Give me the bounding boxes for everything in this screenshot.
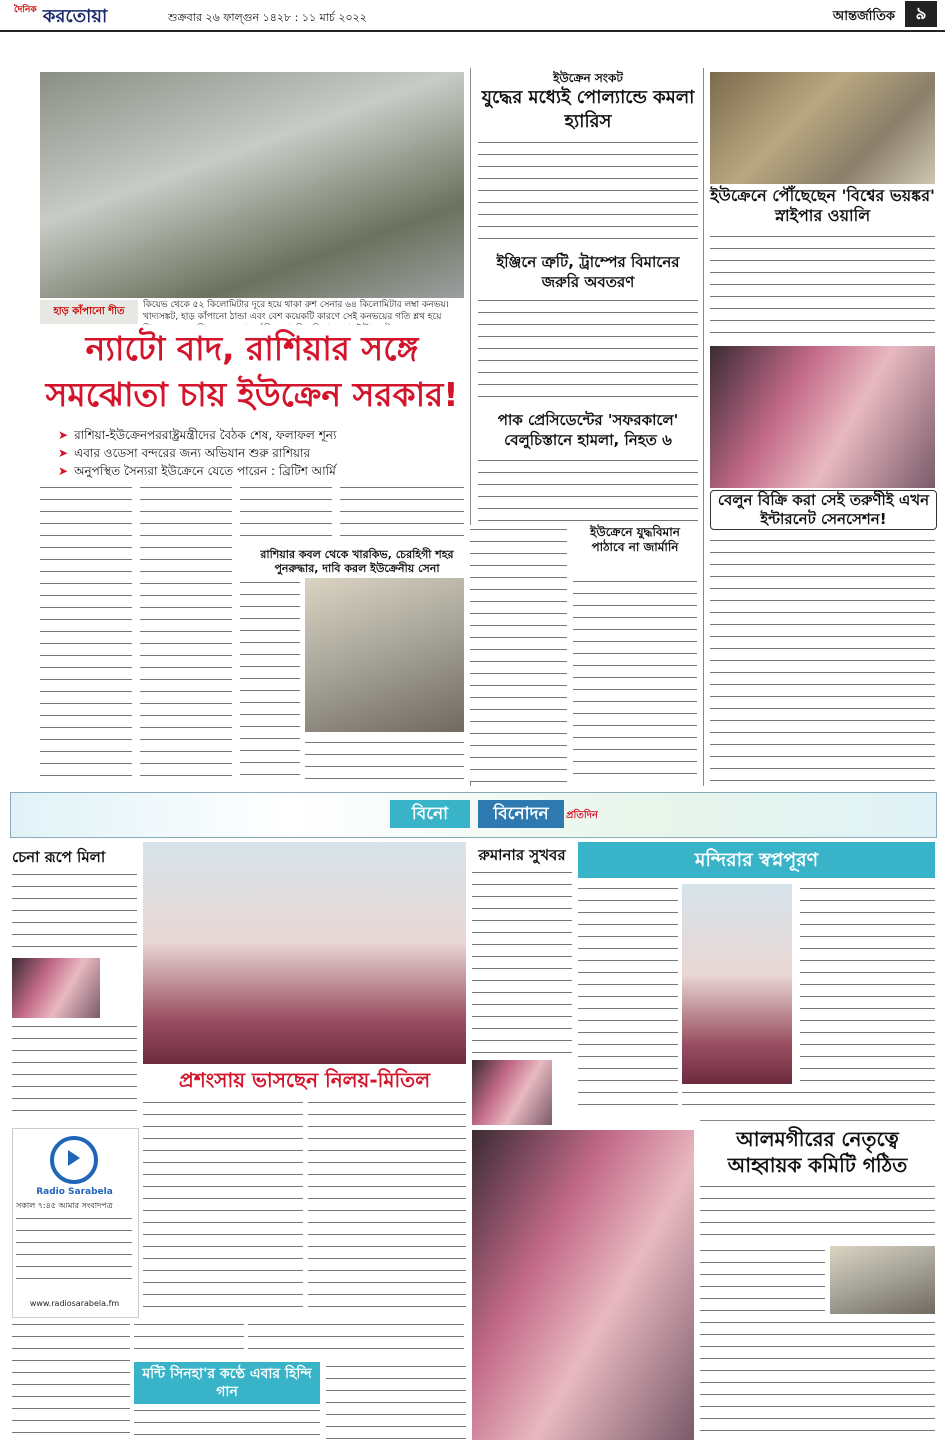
monti-article: [134, 1320, 244, 1356]
bullet-item: [58, 426, 464, 444]
mandira-article: [800, 884, 935, 1084]
dateline: শুক্রবার ২৬ ফাল্গুন ১৪২৮ : ১১ মার্চ ২০২২: [168, 11, 367, 24]
radio-icon: [50, 1136, 98, 1184]
mandira-article: [578, 1040, 678, 1110]
column-divider: [703, 68, 704, 786]
page-header: [0, 0, 945, 32]
monti-article: [134, 1406, 320, 1442]
pakistan-headline: পাক প্রেসিডেন্টের 'সফরকালে' বেলুচিস্তানে হামলা, নিহত ৬: [497, 411, 679, 449]
balloon-headline: বেলুন বিক্রি করা সেই তরুণীই এখন ইন্টারনেট সেনসেশন!: [710, 490, 937, 530]
alamgir-headline: আলমগীরের নেতৃত্বে আহ্বায়ক কমিটি গঠিত: [727, 1127, 908, 1177]
article-column: [470, 525, 567, 782]
monti-headline: মন্টি সিনহা'র কণ্ঠে এবার হিন্দি গান: [134, 1362, 320, 1404]
alamgir-article: [700, 1318, 935, 1442]
bullet-text: রাশিয়া-ইউক্রেনপররাষ্ট্রমন্ত্রীদের বৈঠক শেষ, ফলাফল শূন্য: [74, 428, 337, 442]
nilay-mithila-photo: [143, 842, 466, 1064]
main-headline: ন্যাটো বাদ, রাশিয়ার সঙ্গে সমঝোতা চায় ইউক্রেন সরকার!: [45, 329, 459, 414]
headline-bullets: [58, 426, 464, 480]
singer-photo: [472, 1130, 694, 1440]
woman-photo: [305, 578, 464, 732]
bullet-arrow-icon: ➤: [58, 428, 69, 442]
banner-right-label: বিনোদন: [478, 800, 564, 828]
radio-schedule: [16, 1214, 132, 1288]
mila-article: [12, 870, 137, 956]
alamgir-photo: [830, 1246, 935, 1314]
article-column: [140, 483, 232, 781]
banner-left-label: বিনো: [390, 800, 470, 828]
nilay-article: [143, 1098, 303, 1312]
alamgir-article: [700, 1246, 825, 1312]
bullet-item: [58, 444, 464, 462]
tank-photo: [40, 72, 464, 298]
nilay-article: [308, 1098, 466, 1312]
article-column: [240, 483, 332, 543]
trump-article: [478, 296, 698, 404]
article-column: [240, 578, 300, 781]
section-name: আন্তর্জাতিক: [832, 9, 895, 24]
page-number: ৯: [905, 1, 937, 27]
radio-name: Radio Sarabela: [36, 1187, 113, 1197]
newspaper-logo[interactable]: [14, 2, 107, 33]
logo-text: করতোয়া: [42, 6, 108, 27]
entertainment-banner: [10, 792, 937, 838]
bullet-text: এবার ওডেসা বন্দরের জন্য অভিযান শুরু রাশিয়ার: [74, 446, 311, 460]
balloon-article: [710, 536, 935, 782]
bullet-text: অনুপস্থিত সৈন্যরা ইউক্রেনে যেতে পারেন : ব্রিটিশ আর্মি: [74, 464, 336, 478]
soldiers-photo: [710, 72, 935, 184]
nilay-headline: প্রশংসায় ভাসছেন নিলয়-মিতিল: [178, 1068, 431, 1092]
bullet-arrow-icon: ➤: [58, 446, 69, 460]
sniper-article: [710, 232, 935, 342]
mila-headline: চেনা রূপে মিলা: [12, 848, 106, 866]
trump-headline: ইঞ্জিনে ত্রুটি, ট্রাম্পের বিমানের জরুরি অবতরণ: [496, 253, 680, 291]
monti-article: [326, 1362, 466, 1442]
mandira-article: [682, 1088, 935, 1116]
balloon-girl-photo: [710, 346, 935, 488]
germany-article: [573, 577, 697, 782]
logo-prefix: দৈনিক: [14, 5, 37, 15]
monti-article: [248, 1320, 464, 1356]
bullet-item: [58, 462, 464, 480]
article-column: [340, 483, 464, 543]
germany-headline: ইউক্রেনে যুদ্ধবিমান পাঠাবে না জার্মানি: [590, 525, 680, 554]
photo-caption: কিয়েভ থেকে ৫২ কিলোমিটার দূরে হয়ে থাকা রুশ সেনার ৬৪ কিলোমিটার লম্বা কনভয়। খাদ্যসঙ্কট, হাড় কাঁপানো ঠান্ডা এবং বেশ কয়েকটি কারণে সেই কনভয়ের গতি শ্লথ হয়ে: [143, 300, 449, 322]
rumana-headline: রুমানার সুখবর: [478, 846, 566, 864]
sniper-headline: ইউক্রেনে পৌঁছেছেন 'বিশ্বের ভয়ঙ্কর' স্নাইপার ওয়ালি: [710, 186, 935, 225]
mila-article: [12, 1022, 137, 1122]
pakistan-article: [478, 456, 698, 522]
banner-sub-label: প্রতিদিন: [566, 810, 598, 821]
section-divider: [700, 1120, 935, 1121]
monti-article: [12, 1320, 130, 1442]
mandira-photo: [682, 884, 792, 1084]
alamgir-article: [700, 1182, 935, 1242]
rumana-article: [472, 868, 572, 1058]
bullet-arrow-icon: ➤: [58, 464, 69, 478]
article-column: [40, 483, 132, 781]
mila-photo: [12, 958, 100, 1018]
radio-url[interactable]: www.radiosarabela.fm: [29, 1299, 120, 1308]
mandira-headline: মন্দিরার স্বপ্নপূরণ: [694, 849, 819, 871]
photo-caption-label: হাড় কাঁপানো শীত: [40, 300, 138, 324]
poland-headline: যুদ্ধের মধ্যেই পোল্যান্ডে কমলা হ্যারিস: [481, 87, 695, 132]
sub-photo-headline: রাশিয়ার কবল থেকে খারকিভ, চেরহিগী শহর পুনরুদ্ধার, দাবি করল ইউক্রেনীয় সেনা: [260, 548, 454, 575]
rumana-photo: [472, 1060, 552, 1125]
poland-kicker: ইউক্রেন সংকট: [553, 71, 623, 85]
radio-program: সকাল ৭:৪৫ আমার সংবাদপত্র: [16, 1201, 113, 1210]
article-column: [305, 738, 464, 781]
poland-article: [478, 138, 698, 248]
mandira-article: [578, 884, 678, 1034]
